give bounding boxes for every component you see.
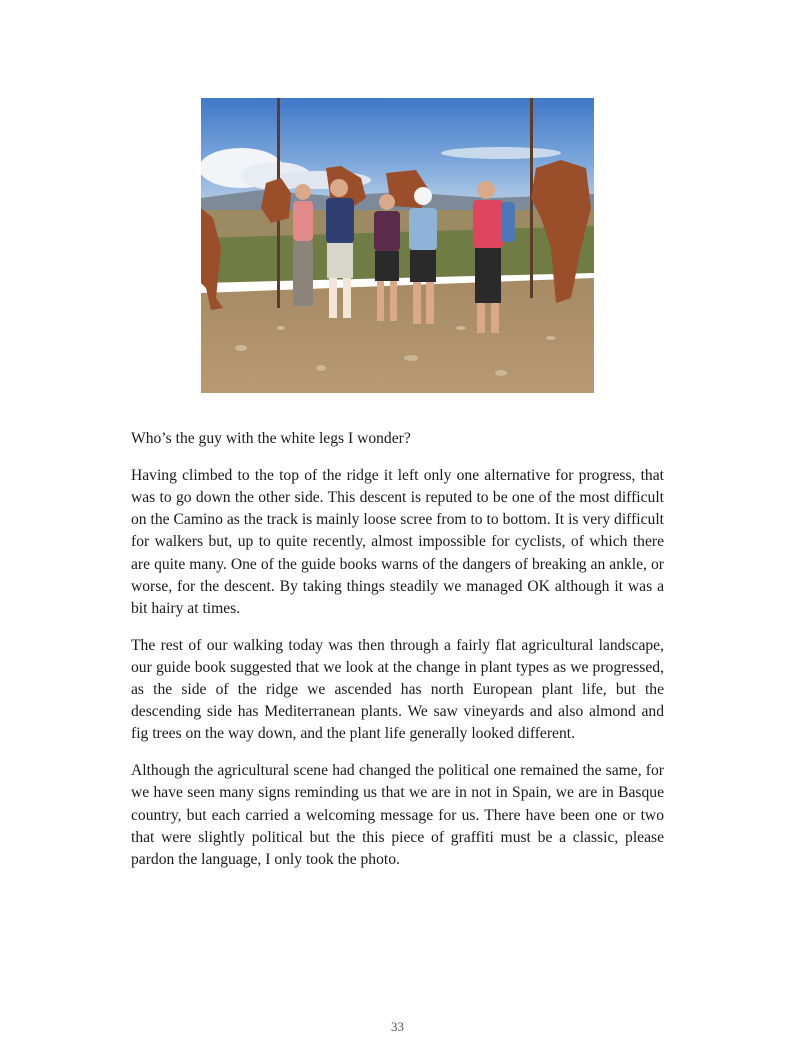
paragraph-political: Although the agricultural scene had changed the political one remained the same, for we have seen many signs reminding us that we are in not in Spain, we are in Basque country, but each carried a welcoming message for us. There have been one or two that were slightly political but the this piece of graffiti must be a classic, please pardon the language, I only took the photo. (131, 762, 664, 868)
paragraph-descent: Having climbed to the top of the ridge it left only one alternative for progress, that was to go down the other side. This descent is reputed to be one of the most difficult on the Camino as the track is mainly loose scree from to to bottom. It is very difficult for walkers but, up to quite recently, almost impossible for cyclists, of which there are quite many. One of the guide books warns of the dangers of breaking an ankle, or worse, for the descent. By taking things steadily we managed OK although it was a bit hairy at times. (131, 466, 664, 617)
photo-caption: Who’s the guy with the white legs I wonder? (131, 430, 411, 447)
group-photo-icon (201, 98, 594, 393)
group-photo (201, 98, 594, 393)
paragraph-landscape: The rest of our walking today was then through a fairly flat agricultural landscape, our guide book suggested that we look at the change in plant types as we progressed, as the side of the ridge we ascended has north European plant life, but the descending side has Mediterranean plants. We saw vineyards and also almond and fig trees on the way down, and the plant life generally looked different. (131, 636, 664, 743)
page-number: 33 (391, 1019, 404, 1034)
body-text (131, 428, 664, 886)
